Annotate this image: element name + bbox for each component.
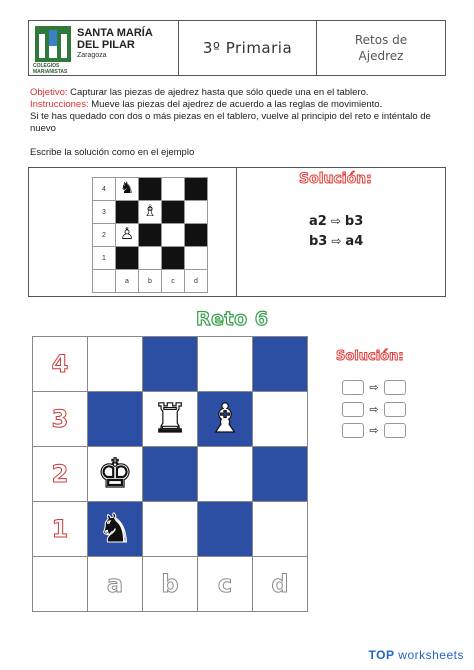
answer-from-field[interactable]	[342, 402, 364, 417]
board-square	[162, 178, 185, 201]
board-square[interactable]	[198, 447, 253, 502]
answer-to-field[interactable]	[384, 423, 406, 438]
board-square[interactable]	[253, 502, 308, 557]
board-square	[116, 201, 139, 224]
answer-to-field[interactable]	[384, 402, 406, 417]
arrow-icon: ⇨	[369, 382, 379, 394]
example-move-2	[309, 234, 363, 249]
challenge-board	[32, 336, 308, 612]
move-from: a2	[309, 214, 327, 229]
answer-row-1	[342, 380, 406, 395]
bishop-icon: ♗	[142, 203, 158, 220]
arrow-icon: ⇨	[369, 425, 379, 437]
board-square[interactable]	[88, 392, 143, 447]
school-city: Zaragoza	[77, 52, 107, 59]
file-label: a	[88, 557, 143, 612]
board-square[interactable]	[253, 392, 308, 447]
arrow-icon: ⇨	[331, 234, 342, 248]
example-box	[28, 167, 446, 297]
rank-label: 2	[33, 447, 88, 502]
retry-text: Si te has quedado con dos o más piezas en el tablero, vuelve al principio del reto e inténtalo de nuevo	[30, 111, 431, 134]
rank-label: 2	[93, 224, 116, 247]
board-square[interactable]	[198, 337, 253, 392]
file-label: d	[185, 270, 208, 293]
answer-from-field[interactable]	[342, 423, 364, 438]
corner-label	[93, 270, 116, 293]
rank-label: 3	[33, 392, 88, 447]
board-square[interactable]	[143, 392, 198, 447]
arrow-icon: ⇨	[330, 214, 341, 228]
board-square	[162, 247, 185, 270]
instructions-label: Instrucciones:	[30, 99, 89, 110]
board-square	[162, 224, 185, 247]
board-square[interactable]	[143, 337, 198, 392]
board-square[interactable]	[88, 447, 143, 502]
file-label: b	[139, 270, 162, 293]
board-square	[116, 178, 139, 201]
objective-label: Objetivo:	[30, 87, 68, 98]
answer-to-field[interactable]	[384, 380, 406, 395]
school-logo-block	[29, 21, 179, 75]
board-square[interactable]	[198, 392, 253, 447]
board-square	[162, 201, 185, 224]
rook-icon[interactable]: ♜	[152, 397, 188, 441]
rank-label: 4	[33, 337, 88, 392]
move-to: b3	[344, 214, 364, 229]
bishop-icon[interactable]: ♝	[207, 397, 243, 441]
board-square[interactable]	[143, 447, 198, 502]
file-label: c	[162, 270, 185, 293]
board-square	[185, 224, 208, 247]
rank-label: 1	[33, 502, 88, 557]
title-line-2: Ajedrez	[358, 49, 404, 63]
board-square[interactable]	[198, 502, 253, 557]
rank-label: 3	[93, 201, 116, 224]
rank-label: 4	[93, 178, 116, 201]
instructions-block	[30, 87, 450, 135]
corner-label	[33, 557, 88, 612]
board-square	[185, 178, 208, 201]
knight-icon[interactable]: ♞	[97, 507, 133, 551]
board-square	[185, 201, 208, 224]
example-board	[92, 177, 208, 293]
board-square	[116, 224, 139, 247]
board-square[interactable]	[143, 502, 198, 557]
move-to: a4	[345, 234, 364, 249]
file-label: a	[116, 270, 139, 293]
solution-title: Solución:	[336, 349, 404, 364]
rank-label: 1	[93, 247, 116, 270]
example-divider	[236, 168, 237, 296]
board-square	[139, 224, 162, 247]
grade-label: 3º Primaria	[179, 21, 317, 75]
brand-footer	[369, 648, 465, 662]
objective-line	[30, 87, 450, 99]
title-line-1: Retos de	[354, 33, 408, 47]
example-instruction: Escribe la solución como en el ejemplo	[30, 147, 195, 158]
answer-row-3	[342, 423, 406, 438]
file-label: b	[143, 557, 198, 612]
file-label: c	[198, 557, 253, 612]
arrow-icon: ⇨	[369, 404, 379, 416]
logo-caption: COLEGIOS MARIANISTAS	[33, 63, 68, 75]
brand-word: worksheets	[398, 648, 464, 662]
example-solution-title: Solución:	[299, 171, 372, 187]
school-name: SANTA MARÍA DEL PILAR	[77, 27, 153, 51]
example-move-1	[309, 214, 363, 229]
board-square	[116, 247, 139, 270]
answer-row-2	[342, 402, 406, 417]
board-square[interactable]	[88, 337, 143, 392]
board-square	[185, 247, 208, 270]
board-square	[139, 178, 162, 201]
move-from: b3	[309, 234, 328, 249]
board-square	[139, 247, 162, 270]
answer-from-field[interactable]	[342, 380, 364, 395]
brand-top: TOP	[368, 648, 395, 662]
worksheet-header	[28, 20, 446, 76]
board-square[interactable]	[253, 337, 308, 392]
file-label: d	[253, 557, 308, 612]
challenge-title: Reto 6	[196, 308, 269, 330]
king-icon[interactable]: ♚	[97, 452, 133, 496]
board-square[interactable]	[88, 502, 143, 557]
board-square	[139, 201, 162, 224]
knight-icon: ♞	[119, 180, 135, 197]
pawn-icon: ♙	[119, 226, 135, 243]
school-logo-icon	[35, 26, 71, 62]
instructions-line	[30, 99, 450, 111]
board-square[interactable]	[253, 447, 308, 502]
objective-text: Capturar las piezas de ajedrez hasta que sólo quede una en el tablero.	[67, 87, 369, 98]
worksheet-title	[317, 21, 445, 75]
instructions-text: Mueve las piezas del ajedrez de acuerdo a las reglas de movimiento.	[88, 99, 383, 110]
